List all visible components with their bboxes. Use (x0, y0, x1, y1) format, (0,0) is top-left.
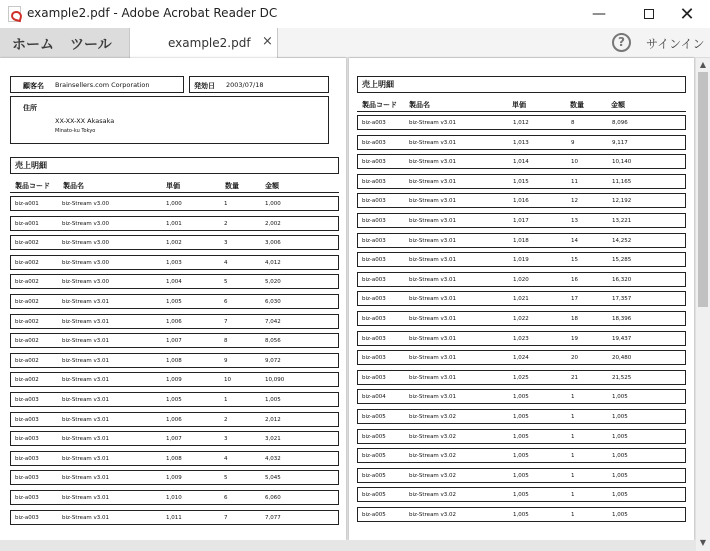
cell-price: 1,001 (166, 220, 182, 227)
cell-code: biz-a002 (15, 299, 39, 305)
cell-code: biz-a003 (362, 355, 386, 362)
cell-amount: 1,005 (612, 414, 628, 420)
cell-qty: 1 (571, 394, 575, 401)
scroll-up-arrow-icon[interactable]: ▲ (699, 60, 707, 69)
cell-code: biz-a003 (362, 374, 386, 381)
cell-qty: 20 (571, 355, 578, 362)
cell-price: 1,020 (513, 276, 529, 283)
cell-code: biz-a001 (15, 220, 39, 227)
table-row (10, 470, 339, 485)
cell-name: biz-Stream v3.01 (62, 338, 110, 345)
cell-qty: 9 (224, 357, 228, 364)
cell-price: 1,007 (166, 338, 182, 345)
table-row (357, 350, 686, 365)
close-tab-button[interactable]: × (262, 34, 273, 49)
cell-price: 1,005 (166, 397, 182, 403)
customer-box (10, 76, 184, 93)
cell-amount: 9,117 (612, 139, 628, 146)
table-row (10, 412, 339, 427)
cell-qty: 13 (571, 218, 578, 224)
cell-name: biz-Stream v3.01 (409, 237, 457, 244)
customer-label: 顧客名 (23, 82, 44, 90)
cell-name: biz-Stream v3.01 (62, 397, 110, 403)
customer-value: Brainsellers.com Corporation (55, 81, 150, 89)
cell-qty: 6 (224, 495, 228, 501)
pdf-page-1 (0, 58, 346, 540)
cell-amount: 1,005 (612, 492, 628, 499)
cell-amount: 1,005 (612, 394, 628, 401)
table-row (357, 233, 686, 248)
table-row (357, 154, 686, 169)
cell-amount: 6,030 (265, 299, 281, 305)
cell-amount: 5,020 (265, 279, 281, 286)
cell-name: biz-Stream v3.01 (409, 120, 457, 126)
vertical-scrollbar[interactable] (696, 58, 710, 551)
col-qty-left: 数量 (225, 182, 239, 190)
cell-amount: 4,032 (265, 455, 281, 462)
cell-amount: 4,012 (265, 259, 281, 266)
table-row (10, 510, 339, 525)
cell-amount: 1,005 (612, 453, 628, 460)
cell-code: biz-a002 (15, 259, 39, 266)
cell-price: 1,005 (166, 299, 182, 305)
cell-qty: 12 (571, 198, 578, 205)
cell-code: biz-a005 (362, 453, 386, 460)
window-title: example2.pdf - Adobe Acrobat Reader DC (27, 6, 278, 20)
table-row (357, 291, 686, 306)
cell-name: biz-Stream v3.01 (62, 357, 110, 364)
cell-name: biz-Stream v3.01 (409, 257, 457, 264)
cell-name: biz-Stream v3.00 (62, 201, 110, 207)
document-tab-label: example2.pdf (168, 36, 251, 50)
col-amount-right: 金額 (611, 101, 625, 109)
table-row (10, 392, 339, 407)
cell-qty: 21 (571, 374, 578, 381)
cell-amount: 19,437 (612, 335, 632, 342)
cell-name: biz-Stream v3.01 (62, 475, 110, 482)
cell-price: 1,017 (513, 218, 529, 224)
cell-name: biz-Stream v3.00 (62, 279, 110, 286)
cell-qty: 1 (571, 492, 575, 499)
cell-qty: 1 (224, 397, 228, 403)
table-row (357, 174, 686, 189)
cell-code: biz-a003 (15, 495, 39, 501)
address-label: 住所 (23, 104, 37, 112)
table-row (10, 274, 339, 289)
cell-name: biz-Stream v3.02 (409, 433, 457, 440)
cell-name: biz-Stream v3.01 (409, 198, 457, 205)
cell-name: biz-Stream v3.02 (409, 512, 457, 518)
signin-button[interactable]: サインイン (646, 37, 705, 51)
table-row (357, 252, 686, 267)
cell-name: biz-Stream v3.01 (409, 159, 457, 166)
cell-code: biz-a005 (362, 512, 386, 518)
cell-qty: 4 (224, 455, 228, 462)
cell-qty: 11 (571, 178, 578, 185)
table-row (357, 213, 686, 228)
cell-code: biz-a001 (15, 201, 39, 207)
cell-price: 1,005 (513, 453, 529, 460)
cell-qty: 14 (571, 237, 578, 244)
cell-amount: 5,045 (265, 475, 281, 482)
document-viewer[interactable] (0, 58, 710, 551)
cell-code: biz-a002 (15, 318, 39, 325)
table-row (10, 314, 339, 329)
table-row (357, 448, 686, 463)
cell-name: biz-Stream v3.01 (409, 276, 457, 283)
address-box (10, 96, 329, 144)
col-price-left: 単価 (166, 182, 180, 190)
cell-name: biz-Stream v3.01 (62, 514, 110, 521)
cell-amount: 1,005 (265, 397, 281, 403)
nav-group (0, 28, 130, 58)
table-row (357, 331, 686, 346)
table-row (357, 409, 686, 424)
table-row (357, 272, 686, 287)
cell-code: biz-a003 (15, 436, 39, 443)
table-row (10, 216, 339, 231)
cell-price: 1,014 (513, 159, 529, 166)
viewer-bottom-bar (0, 540, 696, 551)
cell-name: biz-Stream v3.01 (409, 355, 457, 362)
cell-amount: 7,077 (265, 514, 281, 521)
header-rule-right (357, 111, 686, 112)
table-row (357, 115, 686, 130)
cell-qty: 2 (224, 220, 228, 227)
cell-name: biz-Stream v3.01 (62, 436, 110, 443)
cell-qty: 15 (571, 257, 578, 264)
cell-qty: 18 (571, 316, 578, 322)
table-row (10, 255, 339, 270)
scroll-down-arrow-icon[interactable]: ▼ (699, 538, 707, 547)
cell-code: biz-a005 (362, 492, 386, 499)
cell-price: 1,005 (513, 492, 529, 499)
table-row (357, 429, 686, 444)
cell-amount: 20,480 (612, 355, 632, 362)
cell-code: biz-a005 (362, 472, 386, 479)
cell-amount: 3,021 (265, 436, 281, 443)
cell-qty: 8 (571, 120, 575, 126)
cell-name: biz-Stream v3.01 (62, 455, 110, 462)
cell-amount: 17,357 (612, 296, 632, 303)
cell-qty: 1 (224, 201, 228, 207)
cell-price: 1,005 (513, 512, 529, 518)
cell-price: 1,007 (166, 436, 182, 443)
cell-name: biz-Stream v3.01 (409, 335, 457, 342)
cell-price: 1,024 (513, 355, 529, 362)
cell-qty: 7 (224, 514, 228, 521)
address-line2: Minato-ku Tokyo (55, 128, 96, 134)
table-row (10, 333, 339, 348)
cell-price: 1,003 (166, 259, 182, 266)
cell-code: biz-a003 (362, 296, 386, 303)
cell-name: biz-Stream v3.02 (409, 453, 457, 460)
cell-code: biz-a005 (362, 414, 386, 420)
cell-code: biz-a003 (362, 198, 386, 205)
col-amount-left: 金額 (265, 182, 279, 190)
cell-name: biz-Stream v3.00 (62, 240, 110, 247)
cell-amount: 14,252 (612, 237, 632, 244)
cell-price: 1,006 (166, 318, 182, 325)
cell-code: biz-a003 (362, 237, 386, 244)
date-value: 2003/07/18 (226, 81, 264, 89)
cell-name: biz-Stream v3.01 (409, 374, 457, 381)
cell-amount: 2,002 (265, 220, 281, 227)
cell-name: biz-Stream v3.01 (409, 394, 457, 401)
cell-qty: 16 (571, 276, 578, 283)
tab-bar (0, 28, 710, 58)
table-row (357, 370, 686, 385)
cell-code: biz-a003 (362, 120, 386, 126)
cell-code: biz-a003 (362, 159, 386, 166)
table-row (357, 389, 686, 404)
header-rule-left (10, 192, 339, 193)
cell-qty: 10 (571, 159, 578, 166)
cell-name: biz-Stream v3.01 (62, 377, 110, 384)
cell-code: biz-a003 (362, 335, 386, 342)
cell-amount: 10,140 (612, 159, 632, 166)
cell-code: biz-a003 (15, 475, 39, 482)
help-icon[interactable]: ? (612, 33, 631, 52)
home-button[interactable]: ホーム (12, 37, 54, 53)
table-row (10, 372, 339, 387)
cell-qty: 8 (224, 338, 228, 345)
cell-amount: 10,090 (265, 377, 285, 384)
cell-code: biz-a002 (15, 279, 39, 286)
cell-price: 1,021 (513, 296, 529, 303)
cell-name: biz-Stream v3.01 (62, 416, 110, 423)
cell-name: biz-Stream v3.01 (62, 318, 110, 325)
cell-code: biz-a003 (15, 514, 39, 521)
date-box (189, 76, 329, 93)
close-window-button[interactable]: ✕ (679, 3, 695, 25)
table-row (10, 235, 339, 250)
cell-name: biz-Stream v3.01 (409, 218, 457, 224)
cell-price: 1,015 (513, 178, 529, 185)
cell-amount: 9,072 (265, 357, 281, 364)
cell-qty: 7 (224, 318, 228, 325)
cell-amount: 2,012 (265, 416, 281, 423)
cell-amount: 8,096 (612, 120, 628, 126)
cell-price: 1,005 (513, 433, 529, 440)
cell-qty: 2 (224, 416, 228, 423)
cell-code: biz-a003 (362, 178, 386, 185)
col-code-right: 製品コード (362, 101, 397, 109)
table-row (10, 196, 339, 211)
cell-price: 1,009 (166, 377, 182, 384)
table-row (357, 193, 686, 208)
table-row (10, 353, 339, 368)
cell-amount: 11,165 (612, 178, 632, 185)
cell-price: 1,025 (513, 374, 529, 381)
cell-price: 1,011 (166, 514, 182, 521)
cell-price: 1,023 (513, 335, 529, 342)
cell-code: biz-a003 (362, 316, 386, 322)
cell-name: biz-Stream v3.01 (409, 296, 457, 303)
cell-price: 1,018 (513, 237, 529, 244)
cell-amount: 6,060 (265, 495, 281, 501)
document-tab[interactable] (130, 28, 278, 58)
table-row (10, 294, 339, 309)
cell-amount: 1,005 (612, 512, 628, 518)
col-code-left: 製品コード (15, 182, 50, 190)
cell-name: biz-Stream v3.02 (409, 492, 457, 499)
cell-amount: 21,525 (612, 374, 632, 381)
cell-code: biz-a002 (15, 338, 39, 345)
cell-price: 1,013 (513, 139, 529, 146)
cell-name: biz-Stream v3.01 (62, 299, 110, 305)
cell-code: biz-a002 (15, 357, 39, 364)
cell-amount: 8,056 (265, 338, 281, 345)
cell-qty: 1 (571, 472, 575, 479)
cell-qty: 10 (224, 377, 231, 384)
cell-amount: 16,320 (612, 276, 632, 283)
cell-name: biz-Stream v3.02 (409, 472, 457, 479)
cell-price: 1,019 (513, 257, 529, 264)
cell-name: biz-Stream v3.01 (62, 495, 110, 501)
sales-heading-left: 売上明細 (10, 157, 339, 174)
cell-amount: 1,000 (265, 201, 281, 207)
cell-code: biz-a003 (362, 276, 386, 283)
col-qty-right: 数量 (570, 101, 584, 109)
cell-code: biz-a003 (362, 218, 386, 224)
cell-price: 1,016 (513, 198, 529, 205)
scroll-thumb[interactable] (698, 72, 708, 307)
cell-qty: 3 (224, 240, 228, 247)
cell-code: biz-a002 (15, 240, 39, 247)
cell-price: 1,004 (166, 279, 182, 286)
cell-price: 1,009 (166, 475, 182, 482)
cell-price: 1,006 (166, 416, 182, 423)
cell-amount: 18,396 (612, 316, 632, 322)
cell-code: biz-a003 (15, 455, 39, 462)
cell-amount: 1,005 (612, 433, 628, 440)
table-row (10, 490, 339, 505)
cell-code: biz-a005 (362, 433, 386, 440)
col-price-right: 単価 (512, 101, 526, 109)
cell-price: 1,008 (166, 357, 182, 364)
cell-price: 1,005 (513, 414, 529, 420)
col-name-left: 製品名 (63, 182, 84, 190)
tools-button[interactable]: ツール (70, 37, 112, 53)
table-row (357, 135, 686, 150)
cell-qty: 1 (571, 512, 575, 518)
cell-qty: 1 (571, 453, 575, 460)
cell-price: 1,005 (513, 394, 529, 401)
cell-qty: 9 (571, 139, 575, 146)
cell-name: biz-Stream v3.01 (409, 316, 457, 322)
pdf-page-2 (349, 58, 694, 540)
table-row (357, 468, 686, 483)
cell-price: 1,010 (166, 495, 182, 501)
cell-code: biz-a003 (15, 397, 39, 403)
cell-qty: 5 (224, 475, 228, 482)
cell-qty: 1 (571, 414, 575, 420)
cell-qty: 17 (571, 296, 578, 303)
cell-code: biz-a003 (362, 257, 386, 264)
cell-price: 1,012 (513, 120, 529, 126)
cell-name: biz-Stream v3.00 (62, 259, 110, 266)
cell-price: 1,005 (513, 472, 529, 479)
col-name-right: 製品名 (409, 101, 430, 109)
table-row (357, 487, 686, 502)
address-line1: XX-XX-XX Akasaka (55, 117, 115, 125)
table-row (357, 311, 686, 326)
pdf-file-icon (8, 6, 21, 22)
cell-code: biz-a004 (362, 394, 386, 401)
date-label: 発効日 (194, 82, 215, 90)
cell-price: 1,002 (166, 240, 182, 247)
cell-amount: 13,221 (612, 218, 632, 224)
cell-amount: 15,285 (612, 257, 632, 264)
cell-qty: 5 (224, 279, 228, 286)
cell-amount: 3,006 (265, 240, 281, 247)
cell-name: biz-Stream v3.02 (409, 414, 457, 420)
cell-name: biz-Stream v3.01 (409, 178, 457, 185)
cell-price: 1,022 (513, 316, 529, 322)
cell-qty: 19 (571, 335, 578, 342)
cell-qty: 3 (224, 436, 228, 443)
cell-price: 1,000 (166, 201, 182, 207)
minimize-button[interactable]: — (592, 6, 606, 22)
cell-code: biz-a002 (15, 377, 39, 384)
cell-name: biz-Stream v3.01 (409, 139, 457, 146)
table-row (10, 451, 339, 466)
title-bar (0, 0, 710, 28)
cell-qty: 1 (571, 433, 575, 440)
cell-code: biz-a003 (362, 139, 386, 146)
cell-qty: 4 (224, 259, 228, 266)
cell-price: 1,008 (166, 455, 182, 462)
sales-heading-right: 売上明細 (357, 76, 686, 93)
table-row (10, 431, 339, 446)
cell-amount: 1,005 (612, 472, 628, 479)
cell-qty: 6 (224, 299, 228, 305)
maximize-icon (644, 9, 654, 19)
table-row (357, 507, 686, 522)
cell-amount: 12,192 (612, 198, 632, 205)
cell-amount: 7,042 (265, 318, 281, 325)
cell-code: biz-a003 (15, 416, 39, 423)
cell-name: biz-Stream v3.00 (62, 220, 110, 227)
